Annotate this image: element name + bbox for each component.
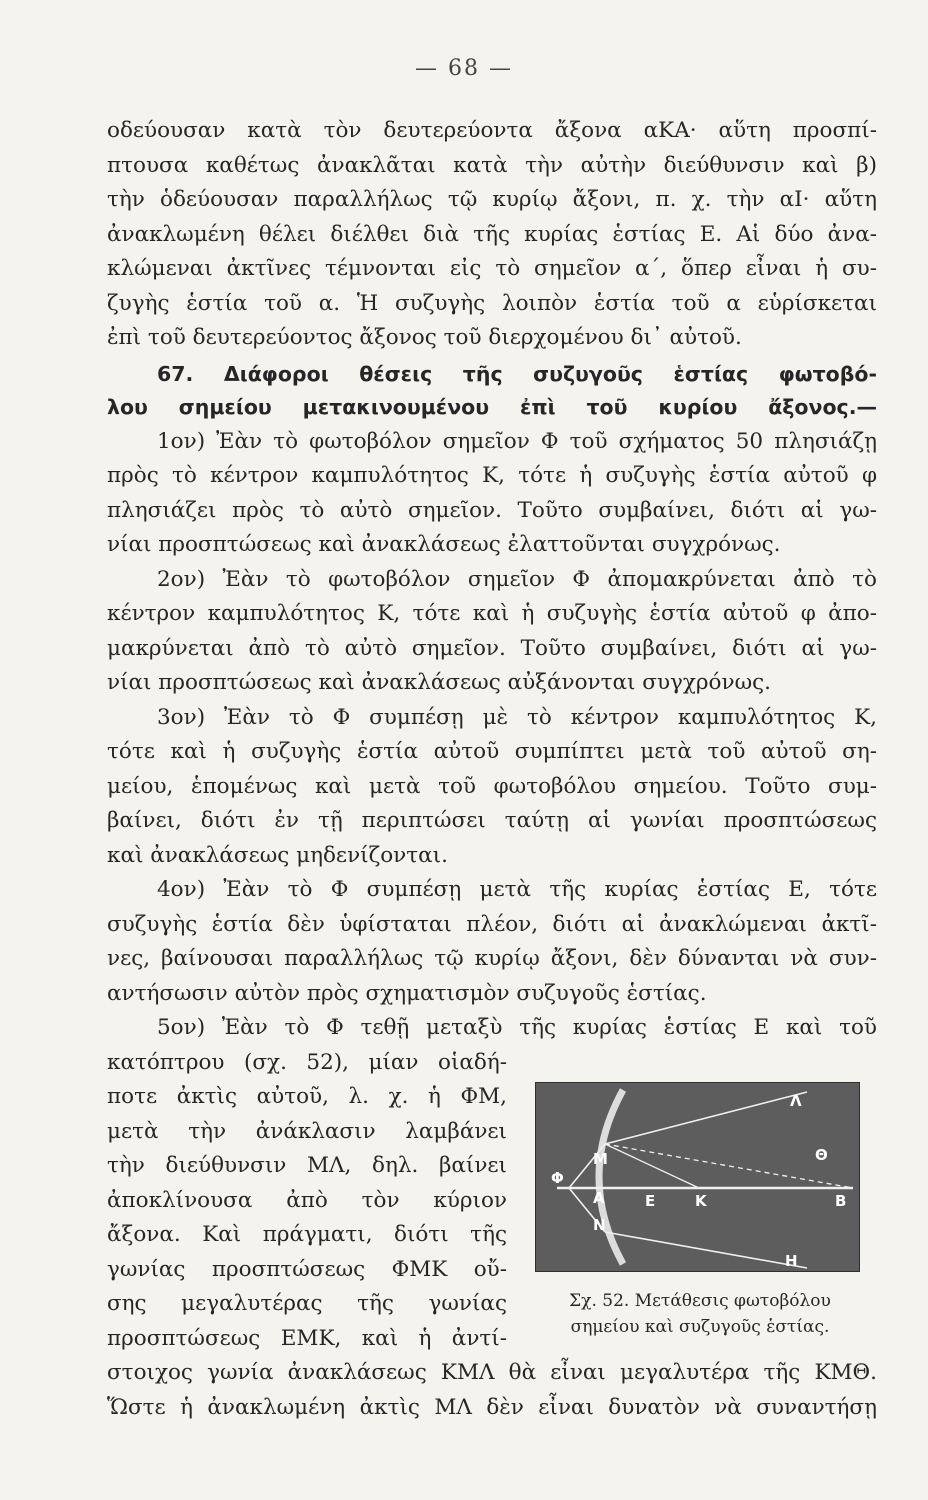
figure-caption-line2: σημείου καὶ συζυγοῦς ἑστίας. bbox=[570, 1317, 830, 1337]
text-line: ἐπὶ τοῦ δευτερεύοντος ἄξονος τοῦ διερχομένου δι᾽ αὐτοῦ. bbox=[107, 325, 742, 350]
text-line: συζυγὴς ἑστία δὲν ὑφίσταται πλέον, διότι αἱ ἀνακλώμεναι ἀκτῖ- bbox=[107, 911, 877, 937]
text-line: κατόπτρου (σχ. 52), μίαν οἱαδή- bbox=[107, 1049, 507, 1075]
text-line: ἄξονα. Καὶ πράγματι, διότι τῆς bbox=[107, 1222, 507, 1247]
text-line: τὴν διεύθυνσιν ΜΛ, δηλ. βαίνει bbox=[107, 1153, 507, 1178]
text-line: μακρύνεται ἀπὸ τὸ αὐτὸ σημεῖον. Τοῦτο συμβαίνει, διότι αἱ γω- bbox=[107, 635, 877, 661]
text-line: 2ον) Ἐὰν τὸ φωτοβόλον σημεῖον Φ ἀπομακρύνεται ἀπὸ τὸ bbox=[157, 566, 877, 592]
text-line: αντήσωσιν αὐτὸν πρὸς σχηματισμὸν συζυγοῦς ἑστίας. bbox=[107, 980, 707, 1006]
text-line: ποτε ἀκτὶς αὐτοῦ, λ. χ. ἡ ΦΜ, bbox=[107, 1084, 507, 1109]
text-line: 4ον) Ἐὰν τὸ Φ συμπέσῃ μετὰ τῆς κυρίας ἑστίας Ε, τότε bbox=[157, 877, 877, 902]
figure-background bbox=[535, 1082, 860, 1272]
label-m: Μ bbox=[593, 1150, 608, 1168]
label-theta: Θ bbox=[815, 1146, 828, 1164]
text-line: πλησιάζει πρὸς τὸ αὐτὸ σημεῖον. Τοῦτο συμβαίνει, διότι αἱ γω- bbox=[107, 497, 877, 523]
text-line: μετὰ τὴν ἀνάκλασιν λαμβάνει bbox=[107, 1118, 507, 1144]
text-line: 1ον) Ἐὰν τὸ φωτοβόλον σημεῖον Φ τοῦ σχήματος 50 πλησιάζῃ bbox=[157, 428, 877, 454]
text-line: πτουσα καθέτως ἀνακλᾶται κατὰ τὴν αὐτὴν διεύθυνσιν καὶ β) bbox=[107, 152, 877, 178]
label-k: Κ bbox=[695, 1192, 707, 1210]
text-line: κέντρον καμπυλότητος Κ, τότε καὶ ἡ συζυγὴς ἑστία αὐτοῦ φ ἀπο- bbox=[107, 601, 877, 626]
page-number: — 68 — bbox=[415, 56, 513, 81]
text-line: νίαι προσπτώσεως καὶ ἀνακλάσεως ἐλαττοῦνται συγχρόνως. bbox=[107, 532, 781, 557]
label-lambda: Λ bbox=[790, 1092, 802, 1110]
text-line: προσπτώσεως ΕΜΚ, καὶ ἡ ἀντί- bbox=[107, 1325, 507, 1351]
section-title: Διάφοροι θέσεις τῆς συζυγοῦς ἑστίας φωτοβό- bbox=[223, 361, 877, 386]
text-line: στοιχος γωνία ἀνακλάσεως ΚΜΛ θὰ εἶναι μεγαλυτέρα τῆς ΚΜΘ. bbox=[107, 1360, 877, 1385]
text-line: ἀνακλωμένη θέλει διέλθει διὰ τῆς κυρίας ἑστίας Ε. Αἱ δύο ἀνα- bbox=[107, 221, 877, 247]
figure-caption-line1: Σχ. 52. Μετάθεσις φωτοβόλου bbox=[569, 1291, 831, 1311]
text-line: τότε καὶ ἡ συζυγὴς ἑστία αὐτοῦ συμπίπτει μετὰ τοῦ αὐτοῦ ση- bbox=[107, 739, 877, 764]
label-b: Β bbox=[835, 1192, 847, 1210]
label-e: Ε bbox=[645, 1192, 656, 1210]
figure-52-diagram bbox=[535, 1082, 860, 1272]
text-line: 3ον) Ἐὰν τὸ Φ συμπέσῃ μὲ τὸ κέντρον καμπυλότητος Κ, bbox=[157, 704, 877, 730]
text-line: πρὸς τὸ κέντρον καμπυλότητος Κ, τότε ἡ συζυγὴς ἑστία αὐτοῦ φ bbox=[107, 463, 877, 488]
text-line: καὶ ἀνακλάσεως μηδενίζονται. bbox=[107, 842, 448, 868]
section-heading bbox=[157, 357, 877, 391]
label-n: Ν bbox=[593, 1216, 606, 1234]
text-line: γωνίας προσπτώσεως ΦΜΚ οὔ- bbox=[107, 1256, 507, 1282]
text-line: οδεύουσαν κατὰ τὸν δευτερεύοντα ἄξονα αΚΑ· αὕτη προσπί- bbox=[107, 118, 877, 143]
section-title-line2: λου σημείου μετακινουμένου ἐπὶ τοῦ κυρίου ἄξονος.— bbox=[107, 395, 877, 419]
label-a: Α bbox=[593, 1189, 605, 1207]
text-line: τὴν ὁδεύουσαν παραλλήλως τῷ κυρίῳ ἄξονι, π. χ. τὴν αΙ· αὕτη bbox=[107, 187, 877, 212]
text-line: σης μεγαλυτέρας τῆς γωνίας bbox=[107, 1291, 507, 1316]
text-line: μείου, ἑπομένως καὶ μετὰ τοῦ φωτοβόλου σημείου. Τοῦτο συμ- bbox=[107, 773, 877, 799]
section-number: 67. bbox=[157, 361, 194, 386]
text-line: 5ον) Ἐὰν τὸ Φ τεθῇ μεταξὺ τῆς κυρίας ἑστίας Ε καὶ τοῦ bbox=[157, 1015, 877, 1040]
text-line: ζυγὴς ἑστία τοῦ α. Ἡ συζυγὴς λοιπὸν ἑστία τοῦ α εὑρίσκεται bbox=[107, 290, 877, 316]
text-line: ἀποκλίνουσα ἀπὸ τὸν κύριον bbox=[107, 1187, 507, 1213]
label-phi: Φ bbox=[551, 1169, 564, 1187]
text-line: νίαι προσπτώσεως καὶ ἀνακλάσεως αὐξάνονται συγχρόνως. bbox=[107, 670, 771, 695]
text-line: Ὥστε ἡ ἀνακλωμένη ἀκτὶς ΜΛ δὲν εἶναι δυνατὸν νὰ συναντήσῃ bbox=[107, 1394, 877, 1420]
text-line: κλώμεναι ἀκτῖνες τέμνονται εἰς τὸ σημεῖον α΄, ὅπερ εἶναι ἡ συ- bbox=[107, 256, 877, 281]
text-line: βαίνει, διότι ἐν τῇ περιπτώσει ταύτῃ αἱ γωνίαι προσπτώσεως bbox=[107, 808, 877, 833]
label-eta: Η bbox=[785, 1252, 798, 1270]
text-line: νες, βαίνουσαι παραλλήλως τῷ κυρίῳ ἄξονι, δὲν δύνανται νὰ συν- bbox=[107, 946, 877, 971]
